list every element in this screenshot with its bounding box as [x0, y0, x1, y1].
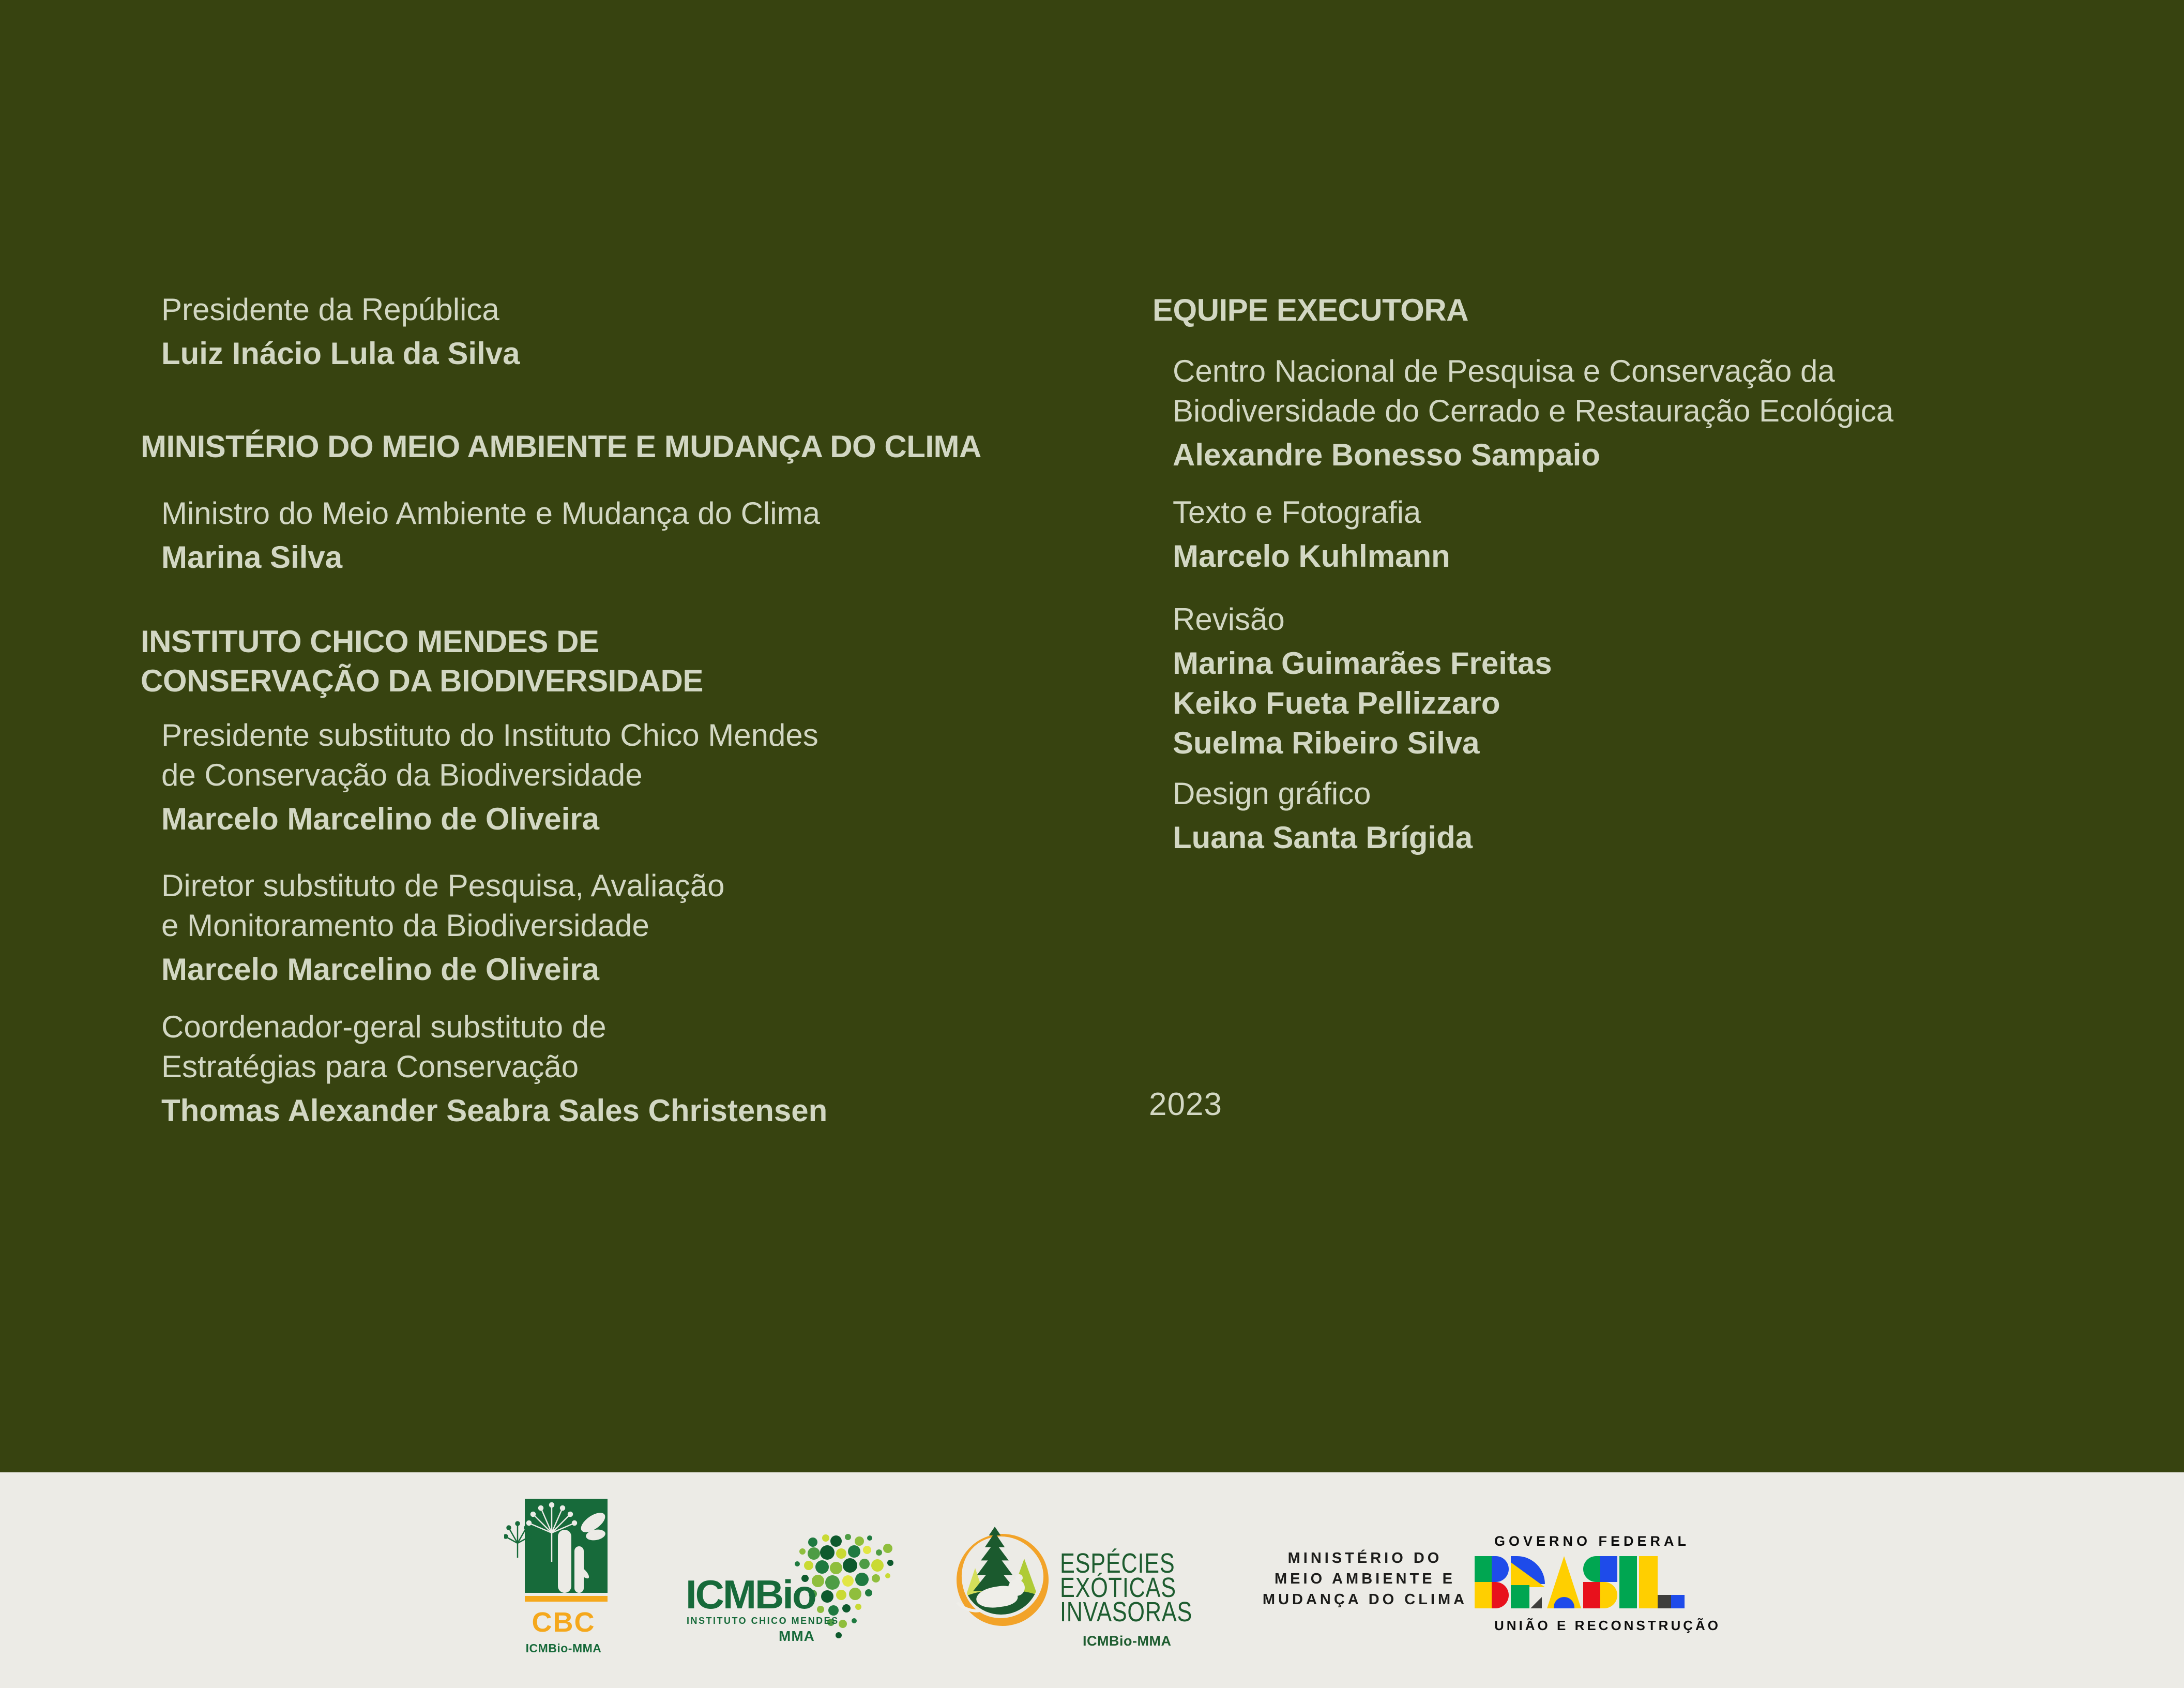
cbc-logo	[504, 1496, 623, 1655]
design-credit	[1173, 774, 1473, 857]
center-credit	[1173, 351, 1893, 475]
icmbio-wordmark: ICMBio	[686, 1572, 815, 1617]
coordinator-name: Thomas Alexander Seabra Sales Christensen	[161, 1093, 828, 1128]
review-label: Revisão	[1173, 602, 1285, 637]
director-label-line1: Diretor substituto de Pesquisa, Avaliação	[161, 868, 725, 903]
center-label-line2: Biodiversidade do Cerrado e Restauração Ecológica	[1173, 394, 1894, 428]
institute-president-label-line2: de Conservação da Biodiversidade	[161, 758, 643, 792]
director-name: Marcelo Marcelino de Oliveira	[161, 952, 600, 987]
institute-president-credit	[161, 715, 818, 839]
director-label-line2: e Monitoramento da Biodiversidade	[161, 908, 649, 943]
institute-header-line1: INSTITUTO CHICO MENDES DE	[141, 624, 599, 659]
institute-section-header	[141, 622, 703, 701]
icmbio-mma-label: MMA	[779, 1628, 815, 1644]
review-name: Marina Guimarães Freitas	[1173, 646, 1552, 681]
icmbio-logo	[686, 1527, 918, 1651]
coordinator-label-line2: Estratégias para Conservação	[161, 1049, 579, 1084]
design-label: Design gráfico	[1173, 776, 1371, 811]
ministry-line3: MUDANÇA DO CLIMA	[1262, 1591, 1468, 1608]
especies-title-line3: INVASORAS	[1060, 1596, 1193, 1627]
text-photo-label: Texto e Fotografia	[1173, 495, 1421, 530]
coordinator-label-line1: Coordenador-geral substituto de	[161, 1009, 606, 1044]
brasil-wordmark-icon	[1475, 1556, 1687, 1608]
review-name: Suelma Ribeiro Silva	[1173, 726, 1480, 760]
publication-year: 2023	[1149, 1087, 1222, 1122]
coordinator-credit	[161, 1007, 827, 1131]
ministry-section-header: MINISTÉRIO DO MEIO AMBIENTE E MUDANÇA DO CLIMA	[141, 429, 981, 464]
center-label-line1: Centro Nacional de Pesquisa e Conservação da	[1173, 354, 1835, 388]
review-name: Keiko Fueta Pellizzaro	[1173, 686, 1500, 720]
especies-title-line1: ESPÉCIES	[1060, 1548, 1175, 1579]
invasive-species-badge-icon	[957, 1530, 1052, 1625]
uniao-reconstrucao-label: UNIÃO E RECONSTRUÇÃO	[1494, 1618, 1721, 1633]
especies-title-line2: EXÓTICAS	[1060, 1572, 1176, 1603]
governo-federal-label: GOVERNO FEDERAL	[1494, 1533, 1690, 1549]
especies-title	[1060, 1548, 1193, 1627]
institute-president-label-line1: Presidente substituto do Instituto Chico Mendes	[161, 718, 818, 752]
minister-label: Ministro do Meio Ambiente e Mudança do Clima	[161, 496, 820, 531]
president-credit	[161, 290, 520, 373]
design-name: Luana Santa Brígida	[1173, 820, 1473, 855]
text-photo-credit	[1173, 492, 1450, 576]
minister-name: Marina Silva	[161, 540, 343, 575]
especies-subtitle: ICMBio-MMA	[1083, 1633, 1172, 1649]
ministry-line1: MINISTÉRIO DO	[1287, 1550, 1443, 1566]
especies-exoticas-invasoras-logo	[957, 1530, 1215, 1654]
icmbio-subtitle: INSTITUTO CHICO MENDES	[687, 1616, 839, 1626]
cbc-acronym: CBC	[532, 1607, 596, 1638]
ministry-wordmark	[1262, 1548, 1468, 1610]
center-name: Alexandre Bonesso Sampaio	[1173, 438, 1600, 472]
institute-header-line2: CONSERVAÇÃO DA BIODIVERSIDADE	[141, 664, 703, 698]
footer-logo-band	[0, 1472, 2184, 1688]
team-section-header: EQUIPE EXECUTORA	[1152, 293, 1469, 327]
text-photo-name: Marcelo Kuhlmann	[1173, 539, 1450, 574]
minister-credit	[161, 493, 820, 577]
director-credit	[161, 866, 725, 989]
cbc-plants-icon	[504, 1496, 623, 1602]
cbc-subtitle: ICMBio-MMA	[525, 1641, 602, 1655]
ministry-line2: MEIO AMBIENTE E	[1275, 1571, 1455, 1587]
institute-president-name: Marcelo Marcelino de Oliveira	[161, 802, 600, 836]
review-credit	[1173, 599, 1552, 763]
president-label: Presidente da República	[161, 292, 499, 327]
president-name: Luiz Inácio Lula da Silva	[161, 336, 520, 371]
